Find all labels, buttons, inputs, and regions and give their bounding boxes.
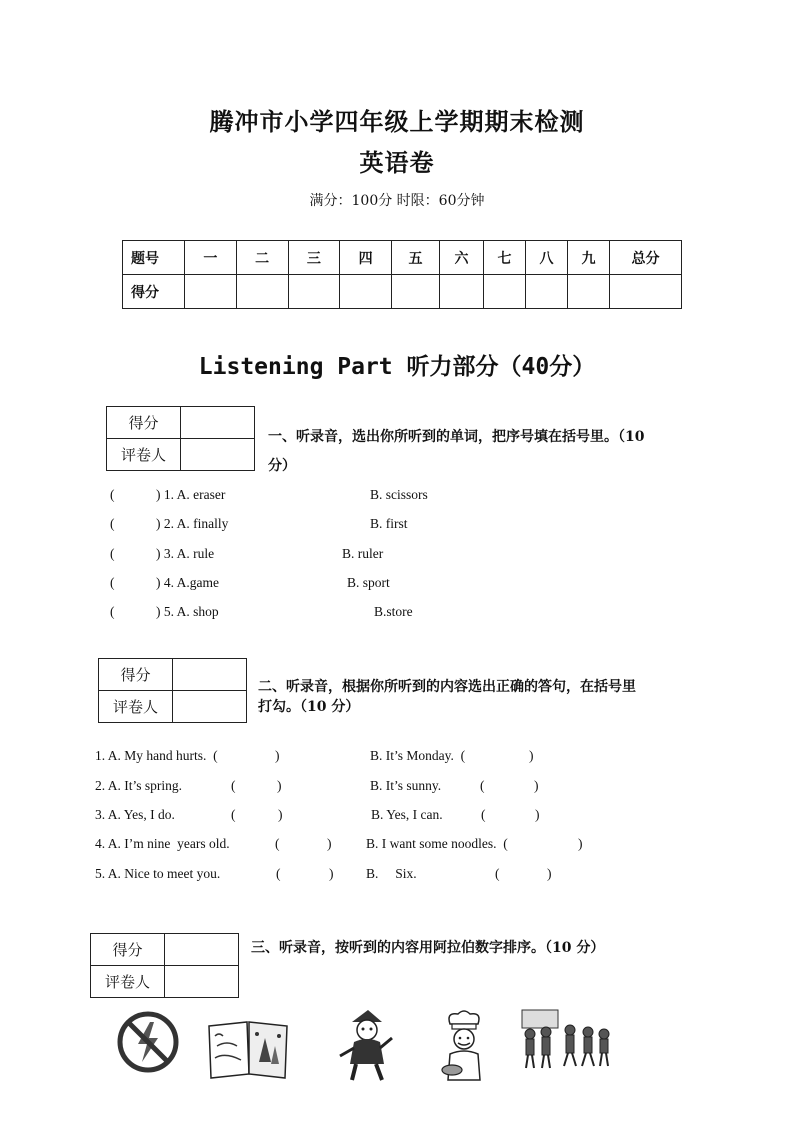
q2-item-3-a-open: ( bbox=[231, 807, 236, 822]
question-2-heading: 二、听录音，根据你所听到的内容选出正确的答句，在括号里 bbox=[258, 679, 636, 695]
grader-box-1 bbox=[106, 406, 255, 471]
q2-item-4-b: B. I want some noodles. ( bbox=[366, 836, 508, 851]
score-cell: 五 bbox=[392, 241, 440, 275]
score-cell: 题号 bbox=[123, 241, 185, 275]
q2-item-5-b: B. Six. bbox=[366, 866, 417, 881]
q2-item-2-b-close: ) bbox=[534, 778, 539, 793]
q2-item-5-a-open: ( bbox=[276, 866, 281, 881]
q2-item-2-b: B. It’s sunny. bbox=[370, 778, 442, 793]
score-cell: 六 bbox=[440, 241, 484, 275]
dancers-icon bbox=[520, 1008, 612, 1072]
q2-item-1-a: 1. A. My hand hurts. ( bbox=[95, 748, 218, 763]
score-row-label: 得分 bbox=[123, 275, 185, 309]
score-blank[interactable] bbox=[392, 275, 440, 309]
q1-item-3-open: ( bbox=[110, 546, 115, 561]
q2-item-4-a-open: ( bbox=[275, 836, 280, 851]
score-blank[interactable] bbox=[440, 275, 484, 309]
q2-item-2-a: 2. A. It’s spring. bbox=[95, 778, 183, 793]
grader-reviewer-label: 评卷人 bbox=[91, 966, 165, 998]
question-1-heading-cont: 分） bbox=[268, 458, 296, 474]
q1-item-5: ) 5. A. shop bbox=[156, 604, 219, 619]
grader-score-label: 得分 bbox=[99, 659, 173, 691]
page-title: 腾冲市小学四年级上学期期末检测 bbox=[209, 107, 585, 136]
q1-item-4: ) 4. A.game bbox=[156, 575, 219, 590]
child-icon bbox=[338, 1008, 396, 1082]
q2-item-2-a-open: ( bbox=[231, 778, 236, 793]
question-1-heading: 一、听录音，选出你所听到的单词，把序号填在括号里。（10 bbox=[268, 429, 645, 445]
question-3-heading: 三、听录音，按听到的内容用阿拉伯数字排序。（10 分） bbox=[251, 940, 605, 956]
grader-score-label: 得分 bbox=[91, 934, 165, 966]
grader-box-3 bbox=[90, 933, 239, 998]
score-blank[interactable] bbox=[185, 275, 237, 309]
question-2-heading-cont: 打勾。（10 分） bbox=[258, 699, 360, 715]
q2-item-1-b: B. It’s Monday. ( bbox=[370, 748, 466, 763]
q2-item-3-a: 3. A. Yes, I do. bbox=[95, 807, 175, 822]
q1-item-1-b: B. scissors bbox=[370, 487, 428, 502]
q2-item-1-a-close: ) bbox=[275, 748, 280, 763]
score-cell: 四 bbox=[340, 241, 392, 275]
q2-item-3-b-open: ( bbox=[481, 807, 486, 822]
q2-item-3-a-close: ) bbox=[278, 807, 283, 822]
score-cell: 总分 bbox=[610, 241, 682, 275]
score-blank[interactable] bbox=[340, 275, 392, 309]
grader-reviewer-label: 评卷人 bbox=[107, 439, 181, 471]
listening-section-title: Listening Part 听力部分（40分） bbox=[198, 354, 596, 380]
chef-icon bbox=[436, 1008, 492, 1082]
q2-item-5-a-close: ) bbox=[329, 866, 334, 881]
score-cell: 二 bbox=[236, 241, 288, 275]
grader-score-blank[interactable] bbox=[181, 407, 255, 439]
grader-reviewer-blank[interactable] bbox=[173, 691, 247, 723]
q1-item-4-b: B. sport bbox=[347, 575, 390, 590]
q2-item-5-b-close: ) bbox=[547, 866, 552, 881]
q2-item-3-b: B. Yes, I can. bbox=[371, 807, 443, 822]
q2-item-5-b-open: ( bbox=[495, 866, 500, 881]
card-icon bbox=[205, 1018, 291, 1080]
score-blank[interactable] bbox=[526, 275, 568, 309]
q2-item-2-a-close: ) bbox=[277, 778, 282, 793]
q1-item-4-open: ( bbox=[110, 575, 115, 590]
q2-item-2-b-open: ( bbox=[480, 778, 485, 793]
grader-reviewer-label: 评卷人 bbox=[99, 691, 173, 723]
q1-item-1-open: ( bbox=[110, 487, 115, 502]
score-table-score-row bbox=[123, 275, 682, 309]
exam-meta: 满分：100分 时限：60分钟 bbox=[309, 193, 485, 209]
q1-item-5-open: ( bbox=[110, 604, 115, 619]
grader-score-blank[interactable] bbox=[165, 934, 239, 966]
grader-score-label: 得分 bbox=[107, 407, 181, 439]
grader-reviewer-blank[interactable] bbox=[165, 966, 239, 998]
q2-item-4-a-close: ) bbox=[327, 836, 332, 851]
q1-item-3: ) 3. A. rule bbox=[156, 546, 215, 561]
q1-item-2-open: ( bbox=[110, 516, 115, 531]
grader-score-blank[interactable] bbox=[173, 659, 247, 691]
score-cell: 一 bbox=[185, 241, 237, 275]
score-cell: 三 bbox=[288, 241, 340, 275]
q2-item-3-b-close: ) bbox=[535, 807, 540, 822]
score-blank[interactable] bbox=[484, 275, 526, 309]
q1-item-2: ) 2. A. finally bbox=[156, 516, 229, 531]
score-blank[interactable] bbox=[288, 275, 340, 309]
q2-item-4-b-close: ) bbox=[578, 836, 583, 851]
q1-item-1: ) 1. A. eraser bbox=[156, 487, 226, 502]
score-table bbox=[122, 240, 682, 309]
q2-item-4-a: 4. A. I’m nine years old. bbox=[95, 836, 230, 851]
q1-item-2-b: B. first bbox=[370, 516, 408, 531]
q1-item-3-b: B. ruler bbox=[342, 546, 384, 561]
score-cell: 八 bbox=[526, 241, 568, 275]
score-cell: 七 bbox=[484, 241, 526, 275]
score-cell: 九 bbox=[568, 241, 610, 275]
score-blank[interactable] bbox=[568, 275, 610, 309]
q1-item-5-b: B.store bbox=[374, 604, 413, 619]
q2-item-1-b-close: ) bbox=[529, 748, 534, 763]
grader-box-2 bbox=[98, 658, 247, 723]
score-table-header-row bbox=[123, 241, 682, 275]
grader-reviewer-blank[interactable] bbox=[181, 439, 255, 471]
q2-item-5-a: 5. A. Nice to meet you. bbox=[95, 866, 221, 881]
no-lightning-icon bbox=[116, 1010, 180, 1074]
score-blank[interactable] bbox=[236, 275, 288, 309]
score-blank[interactable] bbox=[610, 275, 682, 309]
page-subtitle: 英语卷 bbox=[359, 148, 435, 177]
